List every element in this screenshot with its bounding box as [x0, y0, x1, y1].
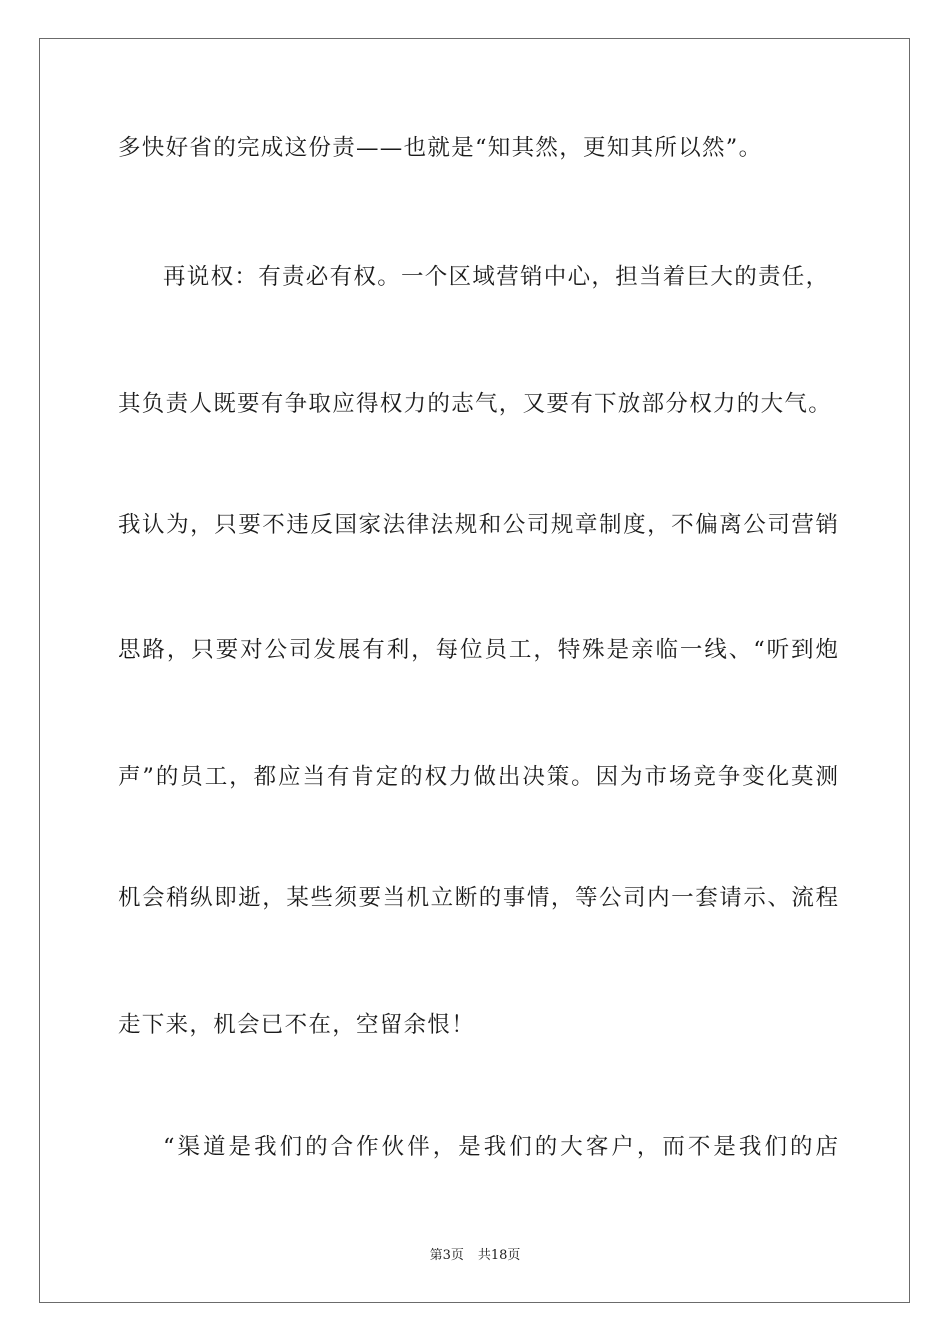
- page-border: [39, 38, 910, 1303]
- text-line-2: 再说权：有责必有权。一个区域营销中心，担当着巨大的责任，: [163, 264, 830, 290]
- text-line-8: 走下来，机会已不在，空留余恨！: [118, 1012, 476, 1038]
- text-line-3: 其负责人既要有争取应得权力的志气，又要有下放部分权力的大气。: [118, 391, 833, 417]
- text-line-7: 机会稍纵即逝，某些须要当机立断的事情，等公司内一套请示、流程: [118, 885, 838, 911]
- text-line-1: 多快好省的完成这份责——也就是“知其然，更知其所以然”。: [118, 135, 763, 161]
- page-footer: [0, 1246, 950, 1266]
- page-number: 第3页: [429, 1248, 464, 1263]
- text-line-6: 声”的员工，都应当有肯定的权力做出决策。因为市场竞争变化莫测: [118, 764, 838, 790]
- text-line-5: 思路，只要对公司发展有利，每位员工，特殊是亲临一线、“听到炮: [118, 637, 838, 663]
- total-pages: 共18页: [477, 1248, 521, 1263]
- text-line-9: “渠道是我们的合作伙伴，是我们的大客户，而不是我们的店: [163, 1134, 838, 1160]
- text-line-4: 我认为，只要不违反国家法律法规和公司规章制度，不偏离公司营销: [118, 512, 838, 538]
